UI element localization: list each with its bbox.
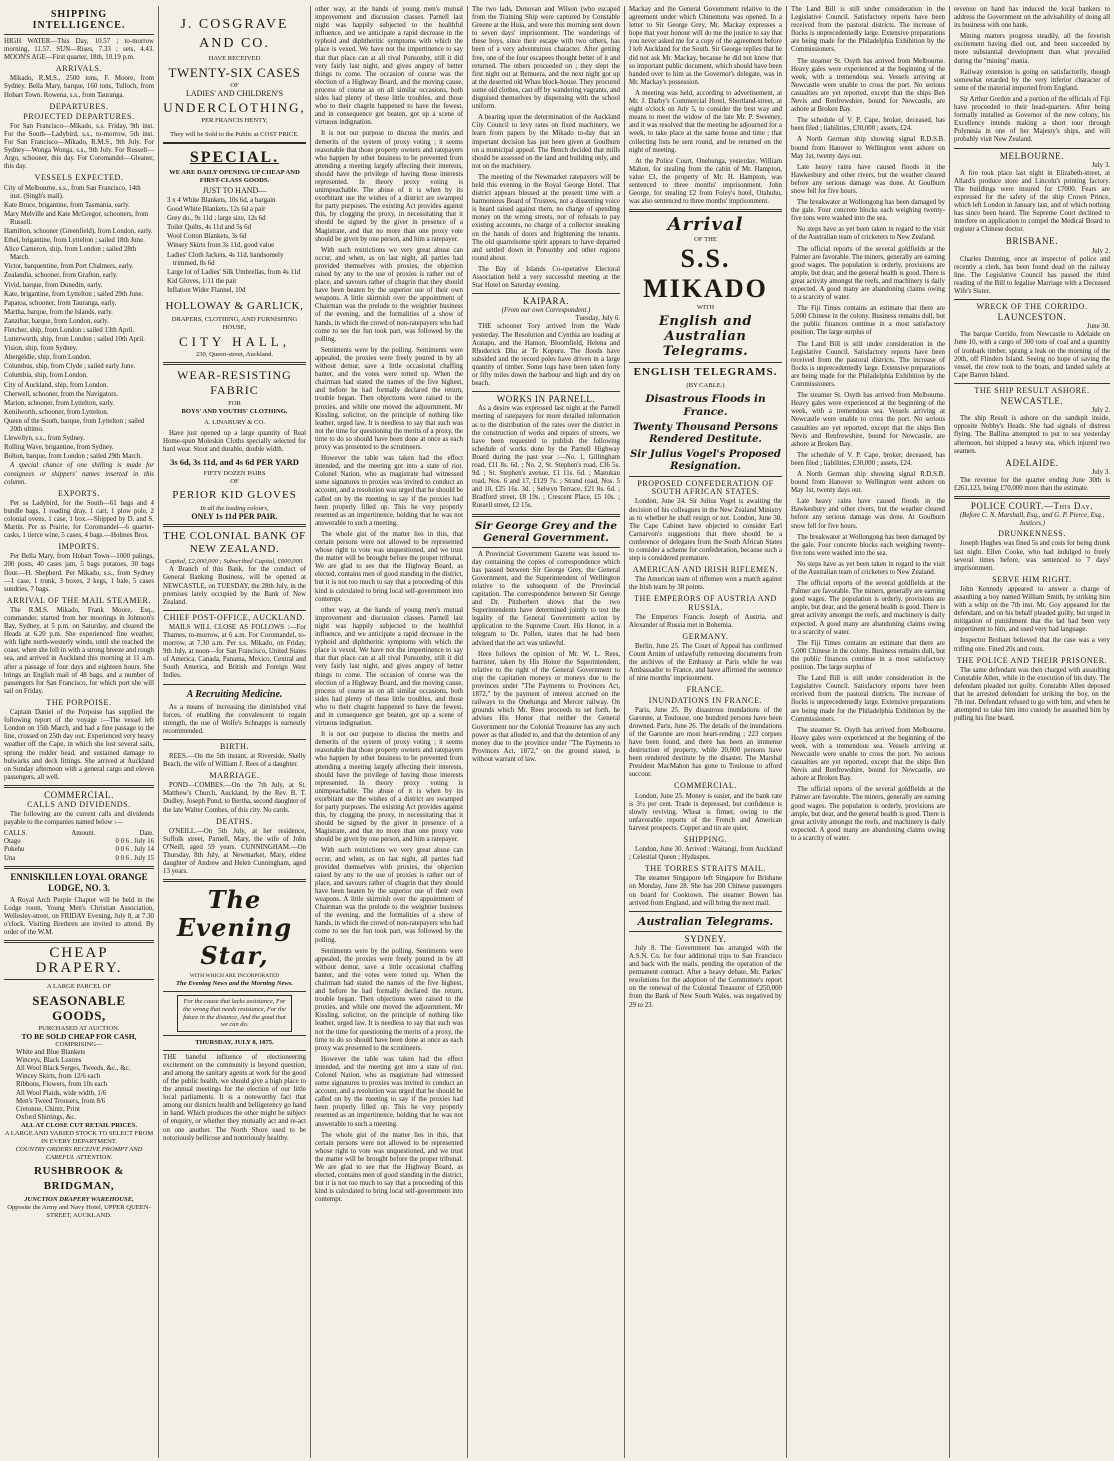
drunkenness-heading: DRUNKENNESS. — [998, 529, 1066, 539]
kid-gloves: PERIOR KID GLOVES — [172, 489, 297, 502]
twenty-thousand-heading: Twenty Thousand Persons Rendered Destitute. — [632, 422, 779, 446]
shades-line: In all the leading colours, — [200, 505, 269, 513]
holloway-name: HOLLOWAY & GARLICK, — [165, 300, 304, 313]
fifty-line: FIFTY DOZEN PAIRS — [203, 470, 266, 478]
brisbane-heading: BRISBANE. — [1005, 236, 1059, 247]
editorial-continued-5b: However the table was taken had the effect intended, and the meeting got into a state of riot. Colonel Nation, who as magistrate had witnessed some signatures to proxies was invited to conduct an account, and a resolution was urged that he should be called on by the meeting to say if the proxies had been properly filled up. This he very properly resented as an impertinence, holding that he was not answerable to such a meeting. — [315, 1055, 463, 1128]
onehunga-court-text: At the Police Court, Onehunga, yesterday, William Mahon, for stealing from the cabin of Mr. Hampton, value £3, the property of Mr. H. Hampton, was sentenced to three months' imprisonment. John George, for stealing £2 from Foley's hotel, Otahuhu, was also sentenced to three months' imprisonment. — [629, 157, 782, 206]
large-varied-line: A LARGE AND VARIED STOCK TO SELECT FROM IN EVERY DEPARTMENT. — [4, 1129, 154, 1145]
shipping-telegram-heading: SHIPPING. — [683, 835, 728, 844]
births-body: REES.—On the 5th instant, at Riverside, Skelly Beach, the wife of William J. Rees of a daughter. — [163, 753, 306, 769]
police-text-2: John Kennedy appeared to answer a charge of assaulting a boy named William Smith, by striking him with a whip on the 7th inst. Mr. Goy appeared for the defendant, and on his behalf pleaded guilty, but urged in mitigation of punishment that the lad had been very impertinent to him, and used very bad language. — [954, 585, 1110, 634]
imports-text: Per Bella Mary, from Hobart Town—1000 palings, 200 posts, 40 cases jam, 5 bags potatoes, 30 bags flour.—H. Shepherd. Per Mikado, s.s., from Sydney—1 case, 1 trunk, 3 boxes, 2 kegs, 1 bale, 5 cases sundries, 7 bags. — [4, 553, 154, 593]
price-pair: ONLY 1s 11d PER PAIR. — [191, 512, 278, 522]
just-to-hand: JUST TO HAND— — [202, 186, 267, 195]
vessels-note: A special chance of one shilling is made for consignees or shippers' names inserted in this column. — [4, 462, 154, 486]
editorial-continued-3b: With such restrictions we very great abuse can occur, and when, as on last night, all parties had provided themselves with proxies, the objection raised by any to the use of proxies is rather out of place, and savours rather of chagrin that they should have been beaten by the superior use of their own weapons. A little skirmish over the appointment of Chairman was the prelude to the weightier business of the evening, and the formalities of a show of hands, in which the crowd of non-ratepayers who had come to see the fun took part, was followed by the polling. — [315, 847, 463, 944]
column-7 — [950, 6, 1114, 1458]
marriage-heading: MARRIAGE. — [209, 771, 260, 781]
goods-item: Men's Tweed Trousers, from 8/6 — [16, 1097, 106, 1105]
deaths-body: O'NEILL.—On 5th July, at her residence, Suffolk street, Parnell, Mary, the wife of John O'Neill, aged 59 years. CUNNINGHAM.—On Thursday, 8th July, at Newmarket, Mary, eldest daughter of Andrew and Helen Cunningham, aged 13 years. — [163, 827, 306, 876]
special-item: Kid Gloves, 1/11 the pair — [167, 277, 237, 285]
launceston-text: The barque Corrido, from Newcastle to Adelaide on June 10, with a cargo of 300 tons of coal and a quantity of ironbark timber, sprang a leak on the morning of the 20th, off Flinders Island. Seeing no hope of saving the vessel, the crew took to the boats, and landed safely at Cape Barren Island. — [954, 331, 1110, 379]
cosgrave-ladies: LADIES' AND CHILDREN'S — [185, 89, 284, 98]
grey-heading: Sir George Grey and the General Government. — [474, 519, 618, 544]
linabury-prices: 3s 6d, 3s 11d, and 4s 6d PER YARD — [170, 457, 299, 468]
mackay-text: Mackay and the General Government relative to the agreement under which Chinemutu was opened. In a letter to Sir George Grey, Mr. Mackay expresses a hope that your honour will do me the justice to say that you never asked me for a copy of the agreement before I left Auckland for the South. Sir George replies that he did not ask Mr. Mackay, because he did not know that so important public document, which should have been handed over to him as the Governor's delegate, was in Mr. Mackay's possession. — [629, 6, 782, 86]
editorial-continued-2b: It is not our purpose to discuss the merits and demerits of the system of proxy voting ; it seems reasonable that those property owners and ratepayers who happen by other business to be prevented from attending a meeting largely affecting their interests, should have the privilege of having those interests represented. In theory proxy voting is unimpeachable. The abuse of it is when by its exorbitant use the wishes of a district are swamped for party purposes. The existing Act provides against this, by clogging the proxy, in necessitating that it should be signed by the giver in presence of a Magistrate, and that no more than one proxy vote should be given by one person, and him a ratepayer. — [315, 731, 463, 844]
editorial-continued-5: However the table was taken had the effect intended, and the meeting got into a state of riot. Colonel Nation, who as magistrate had witnessed some signatures to proxies was invited to conduct an account, and a resolution was urged that he should be called on by the meeting to say if the proxies had been properly filled up. This he very properly resented as an impertinence, holding that he was not answerable to such a meeting. — [315, 455, 463, 527]
cosgrave-cases: TWENTY-SIX CASES — [168, 65, 301, 80]
wear-for: FOR — [228, 400, 241, 408]
vessel-entry: Victor, barquentine, from Port Chalmers, early. — [4, 263, 134, 271]
medicine-heading: A Recruiting Medicine. — [186, 688, 283, 700]
porpoise-heading: THE PORPOISE. — [46, 697, 112, 707]
land-bill-text: The Land Bill is still under consideration in the Legislative Council. Satisfactory reports have been received from the pastoral districts. The increase of flocks is unprecedentedly large. Extensive preparations are being made for the Philadelphia Exhibition by the Commissioners. — [791, 6, 945, 54]
bank-heading: THE COLONIAL BANK OF NEW ZEALAND. — [163, 530, 306, 556]
vessel-entry: Cherwell, schooner, from the Navigators. — [4, 390, 118, 398]
medicine-body: As a means of increasing the diminished vital forces, of enabling the convalescent to regain strength, the use of Wolfe's Schnapps is earnestly recommended. — [163, 703, 306, 735]
calls-col-header: CALLS. — [4, 830, 28, 838]
vessel-entry: Vision, ship, from Sydney. — [4, 345, 78, 353]
cosgrave-sold: They will be Sold to the Public at COST PRICE. — [170, 131, 299, 138]
editorial-text: THE baneful influence of electioneering excitement on the community is beyond question, and among the sanitary agents at work for the good of the public health, we should give a high place to the annual meetings for the election of our little local parliaments. It is a noteworthy fact that among our districts health and belligerency go hand in hand. Which produces the other might be subject of enquiry, or whether they mutually act and re-act on one another. The North Shore used to be notoriously bellicose and notoriously healthy. — [163, 1053, 306, 1142]
sydney-heading: SYDNEY. — [684, 933, 727, 944]
column-5 — [625, 6, 787, 1458]
vessel-entry: Ethel, brigantine, from Lyttelton ; sailed 18th June. — [4, 237, 145, 245]
lodge-text: A Royal Arch Purple Chapter will be held in the Lodge room, Young Men's Christian Association, Wellesley-street, on FRIDAY Evening, July 8, at 7.30 o'clock. Visiting Brethren are invited to attend. By order of the W.M. — [4, 896, 154, 936]
editorial-continued-6b: The whole gist of the matter lies in this, that certain persons were not allowed to be represented whose right to vote was unquestioned, and we trust the matter will be brought before the proper tribunal. We are glad to see that the Highway Board, as elected, contains men of good standing in the district, but it is not too much to say that a proceeding of this kind is calculated to bring local self-government into contempt. — [315, 1131, 463, 1204]
fiji-times-text: The Fiji Times contains an estimate that there are 5,000 Chinese in the colony. Business remains dull, but the public finances continue in a most satisfactory position. The large surplus of — [791, 305, 945, 337]
german-ship-text-b: A North German ship showing signal R.D.S.B. bound from Hanover to Wellington went ashore on May 1st, twenty days out. — [791, 470, 945, 495]
masthead-sub: WITH WHICH ARE INCORPORATED — [189, 973, 280, 980]
goods-item: All Wool Plaids, wide width, 1/6 — [16, 1089, 107, 1097]
palmer-goldfields-text-c: The official reports of the several goldfields at the Palmer are favorable. The miners, generally are earning good wages. The population is orderly, provisions are ample, but dear, and the general health is good. There is great activity amongst the reefs, and machinery is daily expected. A good many are abandoning claims owing to a scarcity of water. — [791, 786, 946, 842]
vessel-entry: City of Melbourne, s.s., from San Francisco, 14th inst. (Singh's mail). — [4, 184, 141, 200]
projected-heading: PROJECTED DEPARTURES. — [23, 111, 135, 121]
wear-heading: WEAR-RESISTING FABRIC — [177, 368, 292, 398]
linabury-name: A. LINABURY & CO. — [204, 419, 265, 427]
editorial-continued-3: With such restrictions we very great abuse can occur, and when, as on last night, all parties had provided themselves with proxies, the objection raised by any to the use of proxies is rather out of place, and savours rather of chagrin that they should have been beaten by the superior use of their own weapons. A little skirmish over the appointment of Chairman was the prelude to the weightier business of the evening, and the formalities of a show of hands, in which the crowd of non-ratepayers who had come to see the fun took part, was followed by the polling. — [315, 246, 463, 343]
adelaide-heading: ADELAIDE. — [1005, 457, 1059, 468]
goods-item: Winceys, Black Lustres — [16, 1057, 82, 1065]
vessel-entry: City of Auckland, ship, from London. — [4, 381, 109, 389]
land-bill-text-b: The Land Bill is still under consideration in the Legislative Council. Satisfactory reports have been received from the pastoral districts. The increase of flocks is unprecedentedly large. Extensive preparations are being made for the Philadelphia Exhibition by the Commissioners. — [791, 340, 945, 389]
vessel-entry: Alice Cameron, ship, from London ; sailed 28th March. — [4, 246, 137, 262]
german-ship-text: A North German ship showing signal R.D.S.B. bound from Hanover to Wellington went ashore on May 1st, twenty days out. — [791, 136, 945, 160]
cosgrave-underclothing: UNDERCLOTHING, — [163, 100, 306, 115]
cosgrave-name: J. COSGRAVE AND CO. — [180, 17, 289, 51]
mikado-heading: S.S. MIKADO — [643, 244, 768, 304]
cricketers-text: No steps have as yet been taken in regard to the visit of the Australian team of cricketers to New Zealand. — [791, 226, 945, 242]
special-item: Large lot of Ladies' Silk Umbrellas, from 4s 11d — [167, 268, 301, 276]
cosgrave-per: PER FRANCIS HENTY, — [201, 117, 268, 124]
riflemen-text: The American team of riflemen won a match against the Irish team by 38 points. — [629, 576, 782, 592]
column-6 — [787, 6, 950, 1458]
fiji-times-text-b: The Fiji Times contains an estimate that there are 5,000 Chinese in the colony. Business remains dull, but the public finances continue in a most satisfactory position. The large surplus of — [791, 639, 945, 672]
confederation-heading: PROPOSED CONFEDERATION OF SOUTH AFRICAN STATES. — [637, 479, 774, 497]
vessel-entry: Martha, barque, from the Islands, early. — [4, 308, 113, 316]
cosgrave-of: OF — [230, 82, 239, 89]
fixed-machinery-text: A bearing upon the determination of the Auckland City Council to levy rates on fixed machinery, we learn from papers by the Mikado to-day that an important decision has just been given at Goulburn on a municipal appeal. The Bench decided that mills should be assessed on the land and building only, and not on the machinery. — [472, 114, 620, 170]
departures-heading: DEPARTURES. — [49, 101, 109, 111]
calls-intro: The following are the current calls and dividends payable to the companies named below :— — [4, 811, 154, 827]
adelaide-date: July 3. — [1091, 468, 1110, 476]
goods-item: Wincey Skirts, from 12/6 each — [16, 1073, 101, 1081]
works-text: As a desire was expressed last night at the Parnell meeting of ratepayers for more detailed information as to the distribution of the rates over the district in the construction of works and repairs of streets, we have been requested to publish the following schedule of works done by the Parnell Highway Board during the past year :—No. 1, Gillingham road, £11 8s. 6d. ; No. 2, St. Stephen's road, £36 5s. 9d. ; St. Stephen's avenue, £1 11s. 6d. ; Manukau road, Nos. 6 and 17, £129 7s. ; Strand road, Nos. 5 and 10, £25 16s. 3d. ; Selwyn Terrace, £21 8s. 6d. ; Bradford street, £8 19s. ; Crescent Place, £5 10s. ; Russell street, £2 15s. — [472, 405, 620, 510]
column-1 — [0, 6, 159, 1458]
vogel-heading: Sir Julius Vogel's Proposed Resignation. — [630, 449, 781, 473]
special-heading: SPECIAL. — [189, 149, 280, 166]
vessels-list — [4, 185, 154, 462]
launceston-heading: LAUNCESTON. — [997, 312, 1067, 323]
editorial-continued-1b: other way, at the hands of young men's mutual improvement and discussion classes. Parnell last night was happily subjected to the healthful influence, and we anticipate a rapid decrease in the typhoid and diphtheritic symptoms with which the place is vexed. We have not the impertinence to say that that place can at all rival Ponsonby, still it did very fairly last night, and gives angury of better things to come. The occasion of course was the election of a Highway Board, and the moving cause, process of course as on all similar occasions, both sides had plenty of these little troubles, and those who to their chagrin happened to have the fewest, and in consequence got beaten, got up a scene of virtuous indignation. — [315, 606, 463, 728]
with-line: WITH — [696, 304, 715, 312]
newcastle-heading: NEWCASTLE. — [1000, 396, 1064, 407]
breakwater-text: The breakwater at Wollongong has been damaged by the gale. Four concrete blocks each weighing twenty-five tons were washed into the sea. — [791, 199, 945, 223]
vessel-entry: Fletcher, ship, from London ; sailed 13th April. — [4, 327, 135, 334]
corrido-heading: WRECK OF THE CORRIDO. — [976, 302, 1088, 312]
heavy-rains-text: Late heavy rains have caused floods in the Hawkesbury and other rivers, but the weather cleared before any serious damage was done. At Goulburn snow fell for five hours. — [791, 163, 945, 195]
result-heading: THE SHIP RESULT ASHORE. — [974, 385, 1090, 395]
torres-heading: THE TORRES STRAITS MAIL. — [644, 864, 767, 874]
railway-text: Railway extension is going on satisfactorily, though somewhat retarded by the very inferior character of some of the material imported from England. — [954, 68, 1110, 92]
calls-row: Pukehu 0 0 6 . July 14 — [4, 846, 154, 854]
palmer-goldfields-text: The official reports of the several goldfields at the Palmer are favorable. The miners, generally are earning good wages. The population is orderly, provisions are ample, but dear, and the general health is good. There is great activity amongst the reefs, and machinery is daily expected. A good many are abandoning claims owing to a scarcity of water. — [791, 245, 946, 302]
sweeney-meeting-text: A meeting was held, according to advertisement, at Mr. J. Darby's Commercial Hotel, Shortland-street, at eight o'clock on July 5, to consider the best way and means to meet the widow of the late Mr. P. Sweeney, and it was resolved that the meeting be adjourned for a week, to take place at the same house and time ; that collecting lists be sent round, and be returned on the night of meeting. — [629, 89, 782, 154]
land-bill-text-c: The Land Bill is still under consideration in the Legislative Council. Satisfactory reports have been received from the pastoral districts. The increase of flocks is unprecedentedly large. Extensive preparations are being made for the Philadelphia Exhibition by the Commissioners. — [791, 675, 945, 723]
breakwater-text-b: The breakwater at Wollongong has been damaged by the gale. Four concrete blocks each weighing twenty-five tons were washed into the sea. — [791, 533, 945, 557]
newcastle-text: The ship Result is ashore on the sandspit inside, opposite Nobby's Heads. She had signals of distress flying. The Ballina attempted to put to sea yesterday afternoon, but shipped a heavy sea, which injured two seamen. — [954, 415, 1110, 455]
opening-line: WE ARE DAILY OPENING UP CHEAP AND FIRST-CLASS GOODS. — [169, 169, 300, 184]
melbourne-date: July 3. — [1091, 161, 1110, 169]
police-court-sub: (Before C. N. Marshall, Esq., and G. P. Pierce, Esq., Justices.) — [959, 512, 1105, 528]
heavy-rains-text-b: Late heavy rains have caused floods in the Hawkesbury and other rivers, but the weather cleared before any serious damage was done. At Goulburn snow fell for five hours. — [791, 498, 945, 530]
vessel-entry: Hamilton, schooner (Greenfield), from London, early. — [4, 227, 153, 235]
deaths-heading: DEATHS. — [216, 816, 253, 826]
comprising-line: COMPRISING— — [55, 1041, 103, 1049]
goods-item: White and Blue Blankets — [16, 1049, 86, 1057]
australian-telegrams-heading: Australian Telegrams. — [637, 914, 774, 928]
lads-escape-text: The two lads, Donovan and Wilson (who escaped from the Training Ship were captured by Constable Greene at the Huia, and were this morning sent down to seven days' imprisonment. The wanderings of these boys, since their escape with two others, has been of a very adventurous character. After getting free, one of the four escapees thought better of it and returned. The others proceeded on ; they slept the first night out at Remuera, and the next night got up at the deserted old Whau block-house. They procured some old clothes, cast off by wandering vagrants, and disguised themselves by dispensing with the school uniform. — [472, 6, 620, 111]
police-text-4: The same defendant was then charged with assaulting Constable Allen, while in the execution of his duty. The defendant pleaded not guilty. Constable Allen deposed that he arrested defendant for striking the boy, on the 7th inst. Defendant refused to go with him, and when he attempted to take him into custody he assaulted him by pulling his fine beard. — [954, 666, 1110, 723]
floods-heading: Disastrous Floods in France. — [645, 393, 766, 419]
masthead-sub2: The Evening News and the Morning News. — [175, 980, 294, 988]
column-4 — [468, 6, 625, 1458]
st-osyth-text-c: The steamer St. Osyth has arrived from Melbourne. Heavy gales were experienced at the beginning of the week, with a tremendous sea. Vessels arriving at Newcastle were unable to cross the port. No serious casualties are yet reported, except that the ships Ben Nevis and Renfrewshire, bound for Newcastle, are ashore at Broken Bay. — [791, 726, 945, 783]
germany-text: Berlin, June 25. The Court of Appeal has confirmed Count Arnim of unlawfully removing documents from the archives of the Embassy at Paris while he was Ambassador to France, and have affirmed the sentence of nine months' imprisonment. — [629, 642, 782, 683]
goods-item: Cretonne, Chintz, Print — [16, 1105, 80, 1113]
special-item: Grey do., 9s 11d ; large size, 12s 6d — [167, 215, 266, 223]
brisbane-date: July 2. — [1091, 247, 1110, 255]
mail-arrival-text: The R.M.S. Mikado, Frank Moore, Esq., commander, started from her moorings in Johnson's Bay, Sydney, at 5 p.m. on Saturday, and cleared the Heads at 6.20 p.m. She experienced fine weather, with light north-westerly winds, until she reached the coast, when she fell in with a strong breeze and rough sea, and arrived in Auckland this morning at 11 a.m. after a passage of four days and eighteen hours. She brings an English mail of 48 bags, and a number of passengers for San Francisco, for which port she will sail on Friday. — [4, 606, 154, 695]
vessel-entry: Columbus, ship, from Clyde ; sailed early June. — [4, 363, 136, 371]
editorial-continued-2: It is not our purpose to discuss the merits and demerits of the system of proxy voting ; it seems reasonable that those property owners and ratepayers who happen by other business to be prevented from attending a meeting largely affecting their interests, should have the privilege of having those interests represented. In theory proxy voting is unimpeachable. The abuse of it is when by its exorbitant use the wishes of a district are swamped for party purposes. The existing Act provides against this, by clogging the proxy, in necessitating that it should be signed by the giver in presence of a Magistrate, and that no more than one proxy vote should be given by one person, and him a ratepayer. — [315, 130, 463, 243]
st-osyth-text-b: The steamer St. Osyth has arrived from Melbourne. Heavy gales were experienced at the beginning of the week, with a tremendous sea. Vessels arriving at Newcastle were unable to cross the port. No serious casualties are yet reported, except that the ships Ben Nevis and Renfrewshire, bound for Newcastle, are ashore at Broken Bay. — [791, 392, 945, 448]
st-osyth-text: The steamer St. Osyth has arrived from Melbourne. Heavy gales were experienced at the beginning of the week, with a tremendous sea. Vessels arriving at Newcastle were unable to cross the port. No serious casualties are yet reported, except that the ships Ben Nevis and Renfrewshire, bound for Newcastle, are ashore at Broken Bay. — [791, 57, 945, 114]
firm-sub: JUNCTION DRAPERY WAREHOUSE, — [24, 1195, 134, 1203]
melbourne-heading: MELBOURNE. — [999, 150, 1065, 161]
launceston-date: June 30. — [1087, 323, 1110, 331]
column-3 — [311, 6, 468, 1458]
exports-heading: EXPORTS. — [58, 488, 100, 498]
exports-text: Per ss Ladybird, for the South—61 bags and 4 bundle bags, 1 roading dray, 1 cart, 1 plow pole, 2 colonial ovens, 1 case, 1 box.—Shipped by D. and S. Martin. Per ss Prairie, for Coromandel—6 quarter-casks, 1 tierce wine, 5 cases, 4 bags.—Holmes Bros. — [4, 499, 154, 540]
shipping-telegram-text: London, June 30. Arrived : Waitangi, from Auckland ; Celestial Queen ; Hydaspes. — [629, 846, 782, 862]
post-body: MAILS WILL CLOSE AS FOLLOWS :—For Thames, to-morrow, at 6 a.m. For Coromandel, to-morrow, at 7.30 a.m. Per s.s. Mikado, on Friday, 9th July, at noon—for San Francisco, United States of America, Canada, Panama, Mexico, Central and South America, and British and Foreign West Indies. — [163, 623, 306, 680]
column-2 — [159, 6, 311, 1458]
special-item: Inflation Wider Flannel, 10d — [167, 286, 246, 294]
special-item: Wool Cotton Blankets, 3s 6d — [167, 233, 247, 241]
police-court-heading: POLICE COURT.—This Day. — [970, 501, 1094, 512]
vessel-entry: Papatoa, schooner, from Tauranga, early. — [4, 299, 117, 307]
cosgrave-ad — [163, 10, 306, 144]
dateline: THURSDAY, JULY 8, 1875. — [195, 1038, 274, 1046]
vessel-entry: Rolling Wave, brigantine, from Sydney. — [4, 444, 114, 452]
revenue-text: revenue on hand has induced the local bankers to address the Government on the advisability of doing all its business with one bank. — [954, 6, 1110, 30]
brisbane-text: Charles Dunning, once an inspector of police and recently a clerk, has been found dead on the railway line. The Legislative Council has passed the third reading of the Bill to legalise Marriage with a Deceased Wife's Sister. — [954, 255, 1110, 295]
shipping-title: SHIPPING INTELLIGENCE. — [32, 9, 126, 31]
inundations-heading: INUNDATIONS IN FRANCE. — [648, 695, 763, 705]
adelaide-text: The revenue for the quarter ending June 30th is £261,123, being £70,000 more than the estimate. — [954, 476, 1110, 492]
grey-text-2: Here follows the opinion of Mr. W. L. Rees, barrister, taken by His Honor the Superintendent, relative to the right of the General Government to stop the capitation moneys or moneys due to the provinces under "The Payments to Provinces Act, 1872," by the payment of interest accrued on the railways to the Onehunga and Mercer railway. On grounds which Mr. Rees proceeds to set forth, he advises His Honor that neither the General Government nor the Colonial Treasurer has any such power as that alluded to, and that the detention of any money due to the province under "The Payments to Provinces Act, 1872," on the ground stated, is without warrant of law. — [472, 650, 620, 763]
firm-address: Opposite the Army and Navy Hotel, UPPER QUEEN-STREET, AUCKLAND. — [7, 1203, 151, 1219]
bank-sub: Capital, £2,000,000 ; Subscribed Capital, £600,000. — [165, 558, 304, 566]
voters-text: The Bay of Islands Co-operative Electoral Association held a very successful meeting at the Star Hotel on Saturday evening. — [472, 265, 620, 290]
vessels-heading: VESSELS EXPECTED. — [34, 173, 124, 183]
holloway-address: 230, Queen-street, Auckland. — [195, 351, 274, 359]
marriage-body: POND—COMBES.—On the 7th July, at St. Matthew's Church, Auckland, by the Rev. B. T. Dudley, Joseph Pond, to Bertha, second daughter of the late Walter Combes, of this city. No cards. — [163, 782, 306, 814]
commercial-heading: COMMERCIAL. — [44, 789, 114, 800]
editorial-continued-4b: Sentiments were by the polling. Sentiments were appealed, the proxies were freely poured in by all without demur, save a little occasional chaffing banter, and the votes were totted up. When the chairman had stated the names of the five highest, and before he had formally declared the return, trouble began. Then objections were raised to the proxies, and while one moved the adjournment, Mr Kissling, solicitor, on the principle of nothing like leather, urged law. It is needless to say that such was not the time for questioning the merits of a proxy, the time to do so should have been done at once as each proxy was presented to the scrutineers. — [315, 947, 463, 1052]
cosgrave-received: HAVE RECEIVED — [208, 55, 261, 62]
schedule-text-b: The schedule of V. P. Cape, broker, deceased, has been filed ; liabilities, £30,000 ; assets, £24. — [791, 451, 945, 467]
parcel-line: A LARGE PARCEL OF — [46, 983, 112, 991]
commercial-telegram-text: London, June 25. Money is easier, and the bank rate is 3½ per cent. Trade is depressed, but confidence is slowly reviving. Wheat is firmer, owing to the unfavorable reports of the French and American harvest prospects. Copper and tin are quiet. — [629, 792, 782, 832]
calls-heading: CALLS AND DIVIDENDS. — [27, 799, 131, 809]
vessel-entry: Kate Bruce, brigantine, from Tasmania, early. — [4, 201, 130, 209]
palmer-goldfields-text-b: The official reports of the several goldfields at the Palmer are favorable. The miners, generally are earning good wages. The population is orderly, provisions are ample, but dear, and the general health is good. There is great activity amongst the reefs, and machinery is daily expected. A good many are abandoning claims owing to a scarcity of water. — [791, 580, 946, 636]
newmarket-meeting-text: The meeting of the Newmarket ratepayers will be held this evening in the Royal George Hotel. That district appears blessed at the present time with a harmonious Board of Trustees, not a dissenting voice is heard raised against them, no charge of spending money on the wrong streets, nor of refusals to pay existing accounts, no charge of a collector sneaking on the hands of doors and frightening the tenants. The old quarrelsome spirit appears to have departed and settled down in Ponsonby and other regions round about. — [472, 173, 620, 262]
fiji-governor-text: Sir Arthur Gordon and a portion of the officials of Fiji have proceeded to their head-quarters. After being formally installed as Governor of the new colony, his Excellency intends making a short tour through Polynesia in one of her Majesty's ships, and will probably visit New Zealand. — [954, 95, 1110, 144]
goods-list — [4, 1049, 154, 1122]
melbourne-text: A fire took place last night in Elizabeth-street, at Allard's produce store and Lincoln's printing factory. The buildings were insured for £7000. Fears are expressed for the safety of the ship Crown Prince, which left London in January last, and of which nothing has since been heard. The Supreme Court declined to interfere on application to compel the Medical Board to register a Chinese doctor. — [954, 169, 1110, 234]
vessel-entry: Kate, brigantine, from Lyttelton ; sailed 29th June. — [4, 290, 144, 298]
vessel-entry: Columbia, ship, from London. — [4, 372, 88, 380]
confederation-text: London, June 24. Sir Julius Vogel is awaiting the decision of his colleagues in the New Zealand Ministry as to whether he shall resign or not. London, June 30. The Cape Cabinet have objected to consider Earl Carnarvon's suggestions that there should be a conference of delegates from the South African States to consider a scheme for confederation, because such a step is considered premature. — [629, 498, 782, 563]
calls-row: Una 0 0 6 . July 15 — [4, 854, 154, 862]
bank-body: A Branch of this Bank, for the conduct of General Banking Business, will be opened at NEWCASTLE, on TUESDAY, the 28th July, in the premises lately occupied by the Bank of New Zealand. — [163, 566, 306, 606]
editorial-continued-1: other way, at the hands of young men's mutual improvement and discussion classes. Parnell last night was happily subjected to the healthful influence, and we anticipate a rapid decrease in the typhoid and diphtheritic symptoms with which the place is vexed. We have not the impertinence to say that that place can at all rival Ponsonby, still it did very fairly last night, and gives angury of better things to come. The occasion of course was the election of a Highway Board, and the moving cause, process of course as on all similar occasions, both sides had plenty of these little troubles, and those who to their chagrin happened to have the fewest, and in consequence got beaten, got up a scene of virtuous indignation. — [315, 6, 463, 127]
arrival-heading: Arrival — [667, 214, 744, 236]
holloway-sub: DRAPERS, CLOTHING, AND FURNISHING HOUSE, — [171, 316, 298, 332]
schedule-text: The schedule of V. P. Cape, broker, deceased, has been filed ; liabilities, £30,000 ; assets, £24. — [791, 117, 945, 133]
arrivals-text: Mikado, R.M.S., 2500 tons, F. Moore, from Sydney. Bella Mary, barque, 160 tons, Tulloch, from Hobart Town. Rowena, s.s., from Tauranga. — [4, 75, 154, 99]
grey-text: A Provincial Government Gazette was issued to-day containing the copies of correspondence which has passed between Sir George Grey, the General Government, and the Superintendent of Wellington relative to the subsequent of the Provincial capitation. The correspondence between Sir George and Dr. Pitzherbert shows that the two Superintendents have determined jointly to test the legality of the General Government action by application to the Supreme Court. His Honor, in a telegram to Dr. Pollen, states that he had been advised that the act was unlawful. — [472, 550, 620, 647]
riflemen-heading: AMERICAN AND IRISH RIFLEMEN. — [632, 565, 779, 575]
amount-col-header: Amount. — [71, 830, 96, 838]
germany-heading: GERMANY. — [682, 631, 729, 641]
arrivals-heading: ARRIVALS. — [55, 64, 103, 74]
special-item: Winsey Skirts from 3s 11d, good value — [167, 242, 275, 250]
sydney-text: July 8. The Government has arranged with the A.S.N. Co. for four additional trips to San Francisco and back with the mails, pending the operation of the permanent contract. After a heavy debate, Mr. Parkes' resolutions for the adoption of the Committee's report on the renewal of the Colonial Treasurer of £250,000 from the Bank of New South Wales, was negatived by 29 to 23. — [629, 944, 782, 1009]
vessel-entry: Llewellyn, s.s., from Sydney. — [4, 435, 85, 443]
tides-text: HIGH WATER—This Day, 10.57 ; to-morrow morning, 11.57. SUN—Rises, 7.33 ; sets, 4.43. MOON'S AGE—First quarter, 18th, 10.19 p.m. — [4, 38, 154, 62]
france-heading: FRANCE. — [686, 685, 725, 695]
vessel-entry: Lutterworth, ship, from London ; sailed 10th April. — [4, 336, 145, 344]
seasonable-line: SEASONABLE GOODS, — [32, 993, 126, 1024]
telegrams-heading: English and Australian Telegrams. — [658, 314, 753, 360]
kaipara-heading: KAIPARA. — [522, 296, 570, 307]
goods-item: All Wool Black Serges, Tweeds, &c., &c. — [16, 1065, 131, 1073]
cricketers-text-b: No steps have as yet been taken in regard to the visit of the Australian team of cricketers to New Zealand. — [791, 560, 945, 576]
works-heading: WORKS IN PARNELL. — [496, 394, 596, 405]
vessel-entry: Kenilworth, schooner, from Lyttelton. — [4, 408, 109, 416]
calls-row: Otago 0 0 6 . July 16 — [4, 838, 154, 846]
fifty-of: OF — [230, 478, 239, 486]
english-telegrams-heading: ENGLISH TELEGRAMS. — [633, 366, 778, 379]
post-heading: CHIEF POST-OFFICE, AUCKLAND. — [163, 612, 306, 622]
vessel-entry: Queen of the South, barque, from Lyttelton ; sailed 20th ultimo. — [4, 417, 145, 434]
goods-item: Ribbons, Flowers, from 10s each — [16, 1081, 108, 1089]
vessel-entry: Vivid, barque, from Dunedin, early. — [4, 281, 103, 289]
commercial-telegram-heading: COMMERCIAL. — [674, 781, 737, 791]
emperors-text: The Emperors Francis Joseph of Austria, and Alexander of Russia met in Bohemia. — [629, 613, 782, 629]
police-text-3: Inspector Broham believed that the case was a very trifling one. Fined 20s and costs. — [954, 637, 1110, 653]
linabury-body: Have just opened up a large quantity of Real Home-spun Moleskin Cloths specially selected for hard wear. Stout and durable, double width. — [163, 430, 306, 454]
vessel-entry: Bolton, barque, from London ; sailed 29th March. — [4, 453, 142, 461]
cheap-drapery-heading: CHEAP DRAPERY. — [35, 945, 123, 977]
imports-heading: IMPORTS. — [58, 542, 100, 552]
city-hall: CITY HALL, — [178, 334, 290, 350]
projected-text: For San Francisco—Mikado, s.s. Friday, 9th inst. For the South—Ladybird, s.s., to-morrow, 5th inst. For San Francisco—Mikado, R.M.S., 9th July. For Sydney—Wonga Wonga, s.s., 9th July. For Russell—Argo, schooner, this day. For Coromandel—Gleaner, this day. — [4, 122, 154, 171]
firm-name: RUSHBROOK & BRIDGMAN, — [33, 1164, 125, 1192]
special-item: Ladies' Cloth Jackets, 4s 11d, handsomely trimmed, 8s 6d — [167, 251, 284, 267]
special-item: 3 x 4 White Blankets, 10s 6d, a bargain — [167, 197, 276, 204]
special-items — [163, 197, 306, 295]
vessel-entry: Mary Melville and Kate McGregor, schooners, from Russell. — [4, 210, 149, 226]
vessel-entry: Marion, schooner, from Lyttelton, early. — [4, 399, 115, 407]
lodge-heading: ENNISKILLEN LOYAL ORANGE LODGE, NO. 3. — [10, 871, 148, 893]
editorial-continued-4: Sentiments were by the polling. Sentiments were appealed, the proxies were freely poured in by all without demur, save a little occasional chaffing banter, and the votes were totted up. When the chairman had stated the names of the five highest, and before he had formally declared the return, trouble began. Then objections were raised to the proxies, and while one moved the adjournment, Mr Kissling, solicitor, on the principle of nothing like leather, urged law. It is needless to say that such was not the time for questioning the merits of a proxy, the time to do so should have been done at once as each proxy was presented to the scrutineers. — [315, 346, 463, 451]
police-prisoner-heading: THE POLICE AND THEIR PRISONER. — [956, 655, 1108, 665]
serve-right-heading: SERVE HIM RIGHT. — [992, 574, 1072, 584]
editorial-continued-6: The whole gist of the matter lies in this, that certain persons were not allowed to be represented whose right to vote was unquestioned, and we trust the matter will be brought before the proper tribunal. We are glad to see that the Highway Board, as elected, contains men of good standing in the district, but it is not too much to say that a proceeding of this kind is calculated to bring local self-government into contempt. — [315, 530, 463, 603]
masthead-motto: For the cause that lacks assistance, For the wrong that needs resistance, For the future in the distance, And the good that we can do. — [177, 995, 292, 1031]
of-the-line: OF THE — [694, 236, 717, 244]
kaipara-date: Tuesday, July 6. — [575, 315, 620, 323]
by-cable: (BY CABLE.) — [686, 382, 725, 390]
purchased-line: PURCHASED AT AUCTION. — [38, 1025, 120, 1033]
births-heading: BIRTH. — [219, 741, 250, 751]
newcastle-date: July 2. — [1091, 407, 1110, 415]
vessel-entry: Zealandia, schooner, from Grafton, early. — [4, 272, 118, 280]
police-text-1: Joseph Hughes was fined 5s and costs for being drunk last night. Ellen Cooke, who had indulged to freely several times before, was sentenced to 7 days' imprisonment. — [954, 540, 1110, 572]
all-prices-line: ALL AT CLOSE CUT RETAIL PRICES. — [20, 1121, 138, 1129]
france-text: Paris, June 25. By disastrous inundations of the Garonne, at Toulouse, one hundred persons have been drowned. Paris, June 26. The details of the inundations of the Garonne are most heart-rending ; 223 corpses have been found, and there has been an immense destruction of property, while 20,000 persons have been rendered destitute by the disaster. The Marshal President MacMahon has gone to Toulouse to afford succour. — [629, 706, 782, 779]
special-item: Good White Blankets, 12s 6d a pair — [167, 206, 266, 214]
porpoise-text: Captain Daniel of the Porpoise has supplied the following report of the voyage :—The vessel left London on 15th March, and had a fine passage to the line, crossed on 25th day out. Experienced very heavy weather off the Cape, in which she lost several sails, sprung the rudder head, and sustained damage to bulwarks and deck fittings. She arrived at Auckland on Sunday afternoon with a general cargo and eleven passengers, all well. — [4, 709, 154, 781]
calls-table-header — [4, 830, 154, 838]
kaipara-text: THE schooner Tory arrived from the Wade yesterday. The Resolution and Cynthia are loading at Aratapu, and the Hamon, Bloomfield, Helena and Rhoderick Dhu at Te Kopuru. The floods have subsided and the record poles have driven in a large quantity of timber. Some logs have been taken forty or fifty miles down the harbour and high and dry on beach. — [472, 323, 620, 388]
masthead-title: The Evening Star, — [176, 885, 293, 971]
date-col-header: Date. — [139, 830, 154, 838]
country-orders-line: COUNTRY ORDERS RECEIVE PROMPT AND CAREFUL ATTENTION. — [15, 1145, 143, 1161]
kaipara-sub: (From our own Correspondent.) — [501, 307, 591, 315]
mining-text: Mining matters progress steadily, all the feverish excitement having died out, and been succeeded by more substantial development than what prevailed during the "mining" mania. — [954, 33, 1110, 65]
vessel-entry: Abergeldie, ship, from London. — [4, 354, 92, 362]
goods-item: Oxford Shirtings, &c. — [16, 1113, 77, 1121]
emperors-heading: THE EMPERORS OF AUSTRIA AND RUSSIA. — [634, 594, 777, 612]
boys-line: BOYS' AND YOUTHS' CLOTHING. — [181, 408, 288, 416]
sold-cash-line: TO BE SOLD CHEAP FOR CASH, — [21, 1032, 137, 1042]
torres-text: The steamer Singapore left Singapore for Brisbane on Monday, June 28. She has 200 Chinese passengers on board for Cooktown. The steamer Bowen has arrived from England, and will bring the next mail. — [629, 875, 782, 907]
special-item: Toilet Quilts, 4s 11d and 5s 6d — [167, 224, 252, 232]
mail-arrival-heading: ARRIVAL OF THE MAIL STEAMER. — [6, 595, 152, 605]
vessel-entry: Zanzibar, barque, from London, early. — [4, 317, 109, 325]
